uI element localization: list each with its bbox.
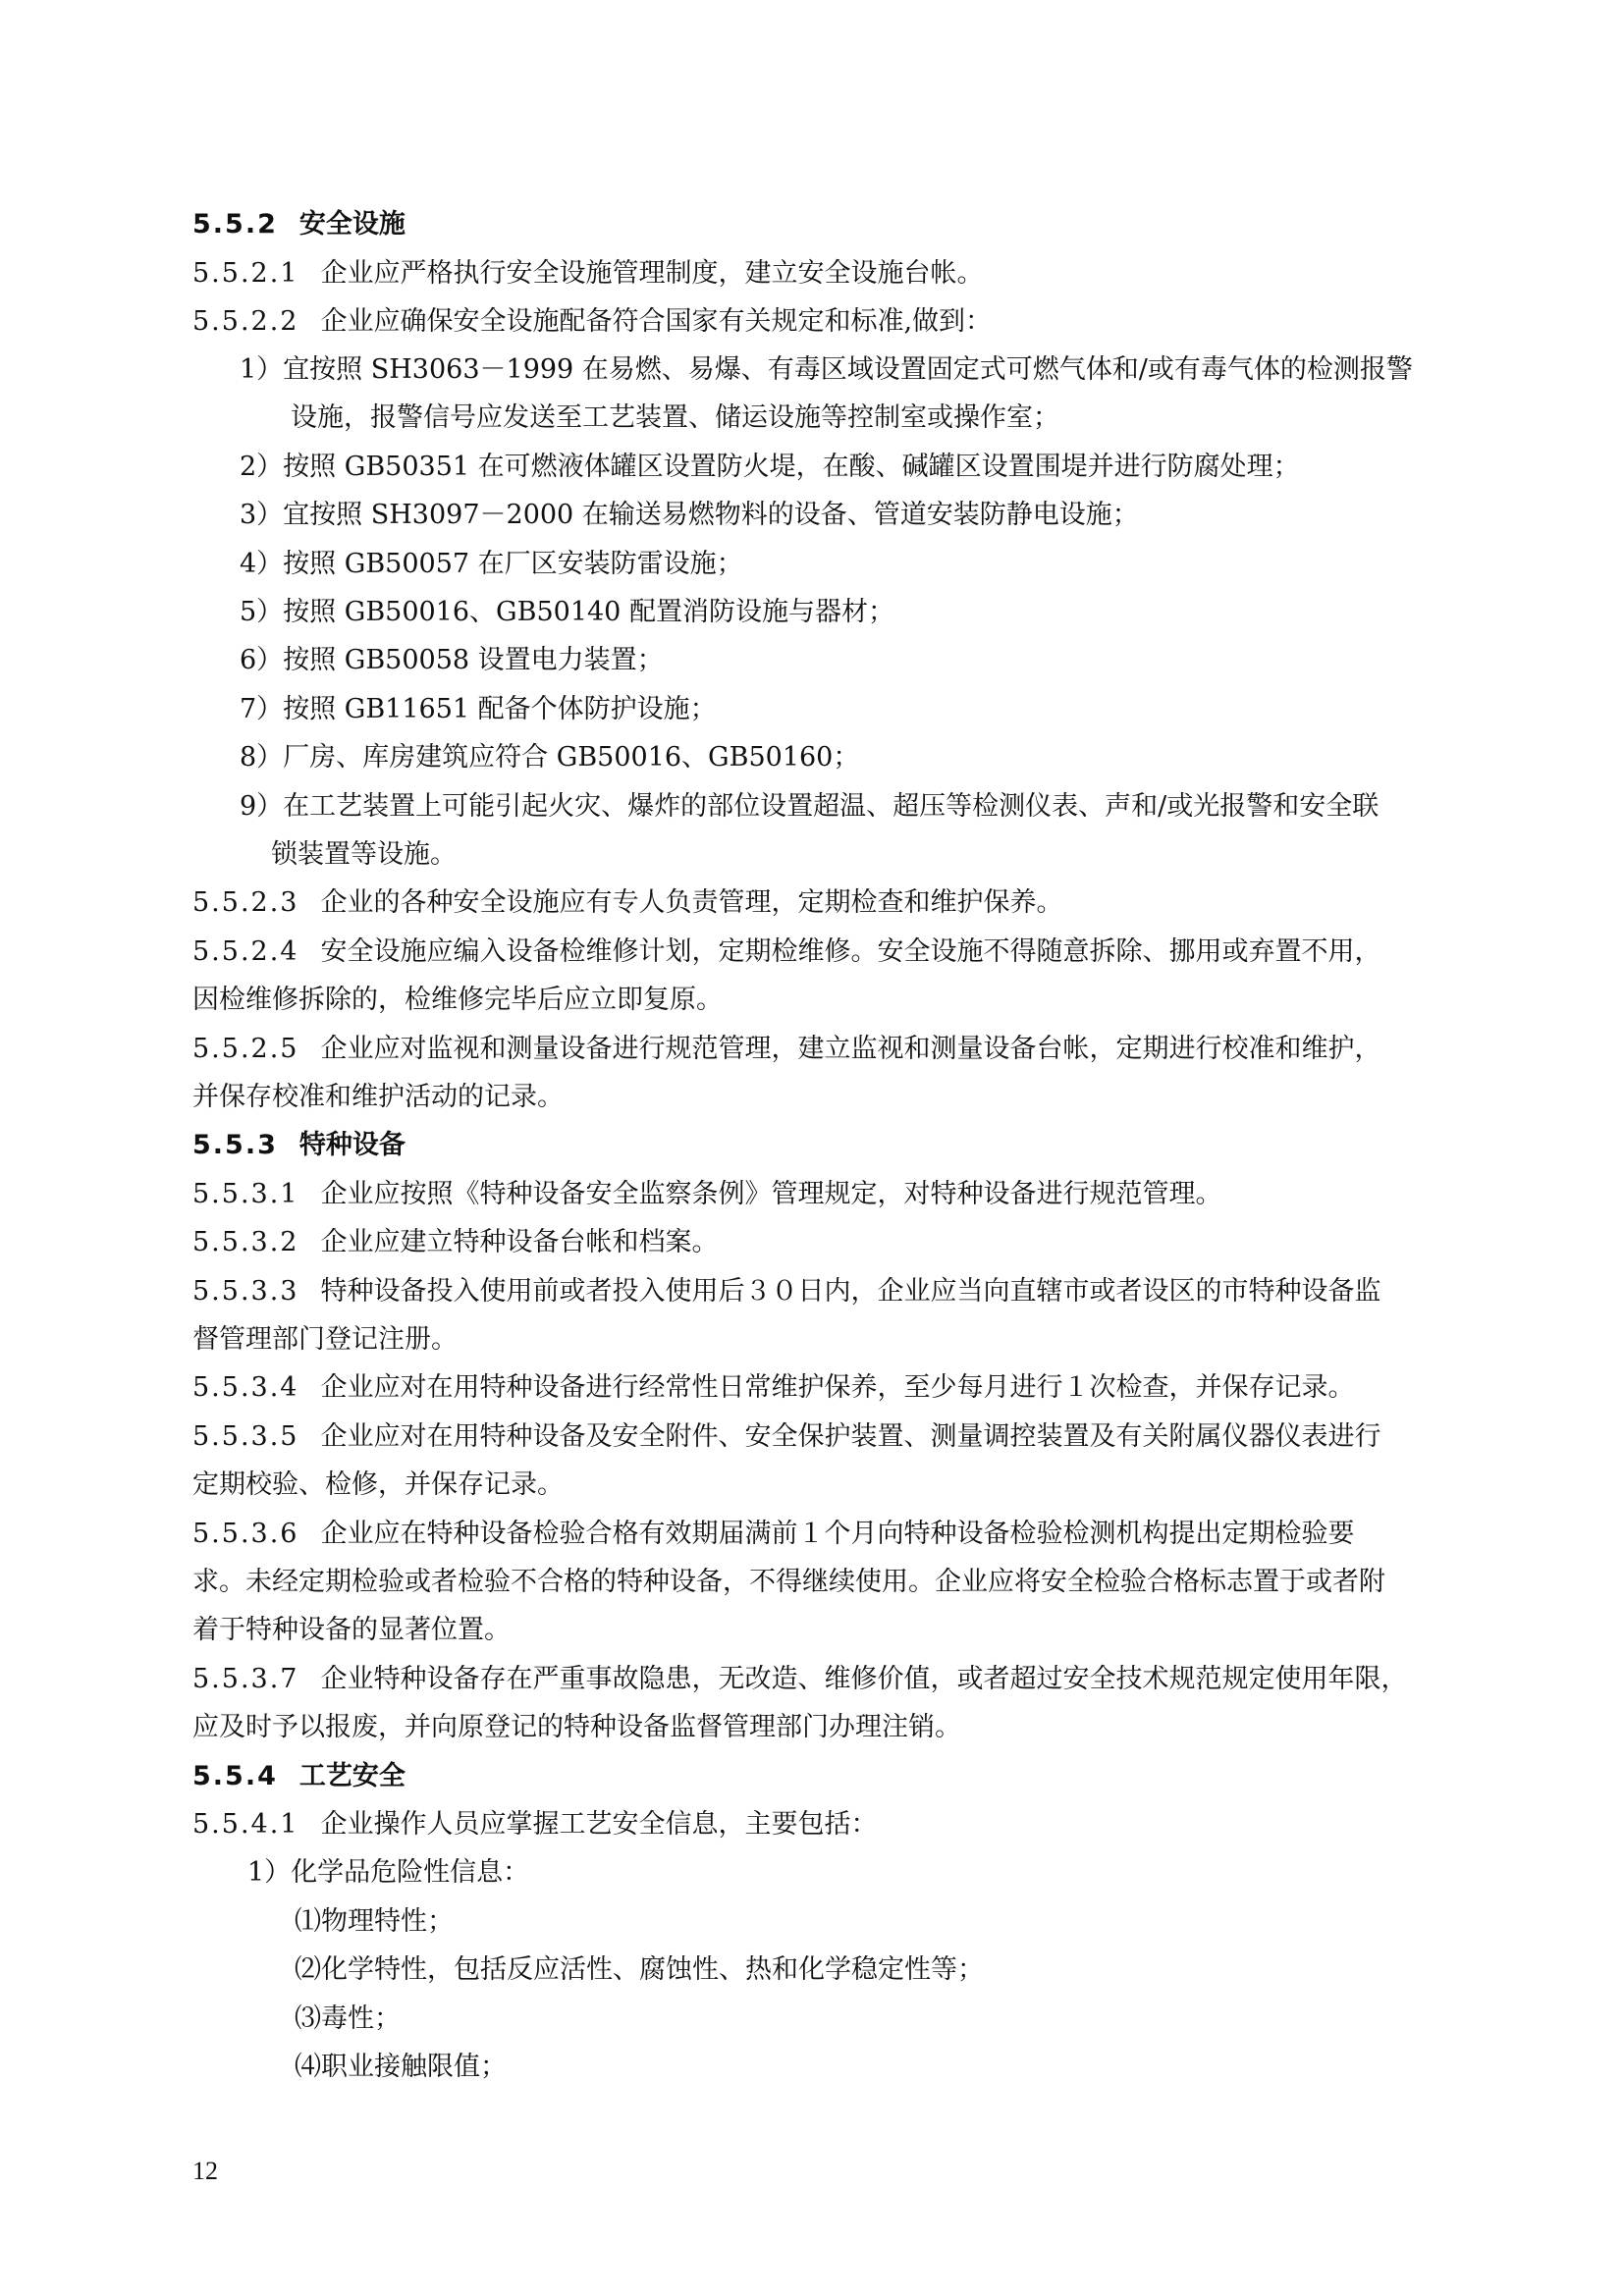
sub-list-item: ⑴物理特性；: [295, 1906, 454, 1937]
clause-5-5-3-3: 5.5.3.3 特种设备投入使用前或者投入使用后３０日内，企业应当向直辖市或者设区的市特种设备监: [192, 1276, 1381, 1307]
section-heading-5-5-4: 5.5.4 工艺安全: [192, 1761, 406, 1791]
clause-5-5-3-6-continuation: 求。未经定期检验或者检验不合格的特种设备，不得继续使用。企业应将安全检验合格标志置于或者附: [192, 1567, 1385, 1597]
clause-5-5-2-1: 5.5.2.1 企业应严格执行安全设施管理制度，建立安全设施台帐。: [192, 258, 984, 289]
clause-5-5-3-6: 5.5.3.6 企业应在特种设备检验合格有效期届满前１个月向特种设备检验检测机构提出定期检验要: [192, 1519, 1355, 1549]
list-item: 2）按照 GB50351 在可燃液体罐区设置防火堤，在酸、碱罐区设置围堤并进行防腐处理；: [240, 452, 1300, 482]
list-item-continuation: 设施，报警信号应发送至工艺装置、储运设施等控制室或操作室；: [291, 402, 1059, 433]
list-item: 8）厂房、库房建筑应符合 GB50016、GB50160；: [240, 742, 860, 773]
page-number: 12: [192, 2157, 218, 2185]
clause-5-5-3-1: 5.5.3.1 企业应按照《特种设备安全监察条例》管理规定，对特种设备进行规范管理。: [192, 1179, 1222, 1209]
clause-5-5-3-7-continuation: 应及时予以报废，并向原登记的特种设备监督管理部门办理注销。: [192, 1712, 961, 1742]
list-item: 3）宜按照 SH3097－2000 在输送易燃物料的设备、管道安装防静电设施；: [240, 500, 1139, 530]
clause-5-5-2-3: 5.5.2.3 企业的各种安全设施应有专人负责管理，定期检查和维护保养。: [192, 887, 1063, 918]
list-item: 1）化学品危险性信息：: [247, 1857, 530, 1888]
list-item-continuation: 锁装置等设施。: [271, 839, 457, 870]
clause-5-5-2-2: 5.5.2.2 企业应确保安全设施配备符合国家有关规定和标准,做到：: [192, 306, 993, 337]
clause-5-5-3-3-continuation: 督管理部门登记注册。: [192, 1324, 458, 1355]
clause-5-5-4-1: 5.5.4.1 企业操作人员应掌握工艺安全信息，主要包括：: [192, 1809, 878, 1840]
clause-5-5-3-7: 5.5.3.7 企业特种设备存在严重事故隐患，无改造、维修价值，或者超过安全技术规范规定使用年限，: [192, 1664, 1408, 1694]
clause-5-5-2-4: 5.5.2.4 安全设施应编入设备检维修计划，定期检维修。安全设施不得随意拆除、挪用或弃置不用，: [192, 936, 1381, 967]
list-item: 5）按照 GB50016、GB50140 配置消防设施与器材；: [240, 597, 894, 627]
list-item: 7）按照 GB11651 配备个体防护设施；: [240, 694, 717, 724]
section-heading-5-5-3: 5.5.3 特种设备: [192, 1130, 406, 1160]
clause-5-5-2-5: 5.5.2.5 企业应对监视和测量设备进行规范管理，建立监视和测量设备台帐，定期进行校准和维护，: [192, 1034, 1381, 1064]
clause-5-5-2-5-continuation: 并保存校准和维护活动的记录。: [192, 1082, 564, 1112]
clause-5-5-3-2: 5.5.3.2 企业应建立特种设备台帐和档案。: [192, 1227, 719, 1257]
list-item: 1）宜按照 SH3063－1999 在易燃、易爆、有毒区域设置固定式可燃气体和/或有毒气体的检测报警: [240, 354, 1413, 385]
clause-5-5-3-5: 5.5.3.5 企业应对在用特种设备及安全附件、安全保护装置、测量调控装置及有关附属仪器仪表进行: [192, 1421, 1381, 1452]
list-item: 9）在工艺装置上可能引起火灾、爆炸的部位设置超温、超压等检测仪表、声和/或光报警和安全联: [240, 791, 1380, 822]
list-item: 4）按照 GB50057 在厂区安装防雷设施；: [240, 549, 743, 579]
sub-list-item: ⑵化学特性，包括反应活性、腐蚀性、热和化学稳定性等；: [295, 1954, 984, 1985]
sub-list-item: ⑷职业接触限值；: [295, 2052, 507, 2082]
list-item: 6）按照 GB50058 设置电力装置；: [240, 645, 664, 675]
sub-list-item: ⑶毒性；: [295, 2003, 401, 2034]
clause-5-5-2-4-continuation: 因检维修拆除的，检维修完毕后应立即复原。: [192, 985, 723, 1015]
clause-5-5-3-4: 5.5.3.4 企业应对在用特种设备进行经常性日常维护保养，至少每月进行１次检查，并保存记录。: [192, 1372, 1355, 1403]
section-heading-5-5-2: 5.5.2 安全设施: [192, 209, 406, 240]
clause-5-5-3-5-continuation: 定期校验、检修，并保存记录。: [192, 1469, 564, 1500]
clause-5-5-3-6-continuation: 着于特种设备的显著位置。: [192, 1615, 511, 1645]
